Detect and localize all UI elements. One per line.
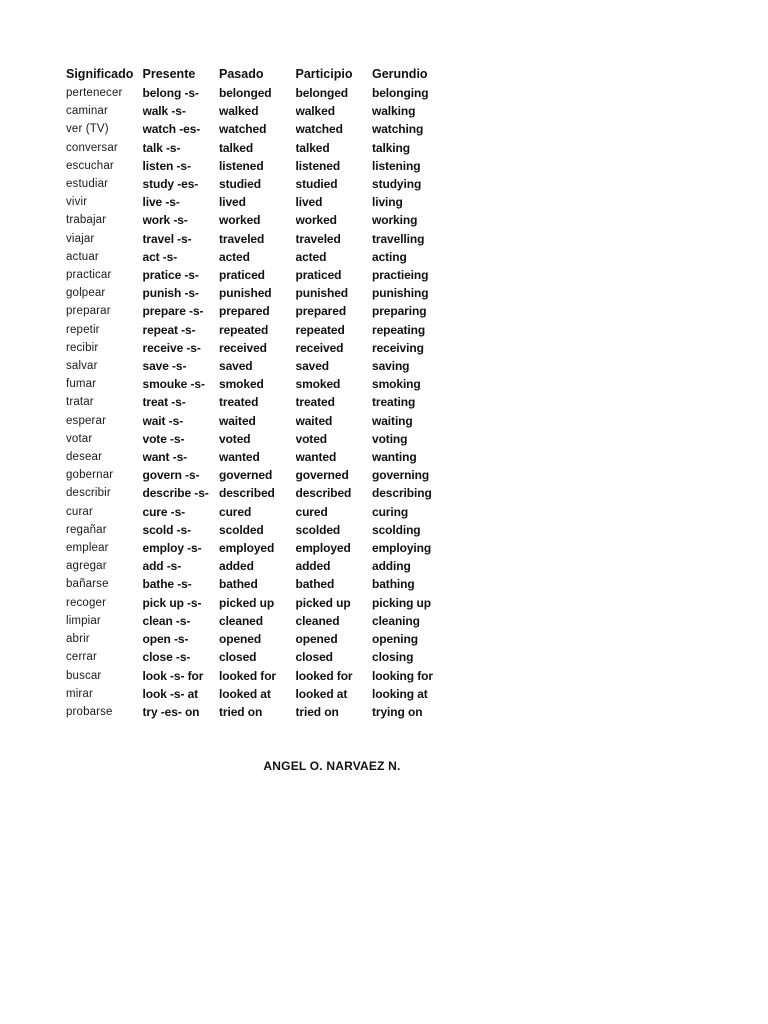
- table-row: [66, 211, 452, 229]
- header-significado: Significado: [66, 67, 134, 82]
- meaning-cell: estudiar: [66, 178, 109, 191]
- table-row: [66, 703, 452, 721]
- meaning-cell: recoger: [66, 596, 107, 609]
- past-cell: saved: [219, 359, 253, 374]
- table-row: [66, 521, 452, 539]
- past-cell: belonged: [219, 86, 272, 100]
- past-cell: voted: [219, 431, 251, 446]
- past-cell: smoked: [219, 377, 264, 392]
- present-cell: add -s-: [142, 559, 182, 574]
- participle-cell: talked: [295, 140, 330, 155]
- table-row: [66, 484, 452, 502]
- present-cell: punish -s-: [142, 286, 199, 301]
- gerund-cell: listening: [372, 158, 421, 173]
- meaning-cell: preparar: [66, 305, 111, 318]
- gerund-cell: treating: [372, 395, 416, 410]
- present-cell: cure -s-: [142, 504, 186, 519]
- meaning-cell: agregar: [66, 560, 107, 573]
- past-cell: scolded: [219, 522, 264, 537]
- gerund-cell: looking for: [372, 668, 433, 683]
- present-cell: talk -s-: [142, 140, 181, 155]
- present-cell: travel -s-: [142, 231, 192, 246]
- present-cell: look -s- for: [142, 668, 204, 683]
- participle-cell: governed: [295, 468, 349, 483]
- participle-cell: tried on: [295, 704, 339, 719]
- gerund-cell: saving: [372, 359, 410, 374]
- gerund-cell: studying: [372, 177, 422, 192]
- table-row: [66, 157, 452, 175]
- table-row: [66, 321, 452, 339]
- past-cell: lived: [219, 195, 246, 210]
- meaning-cell: describir: [66, 487, 111, 500]
- participle-cell: cured: [295, 504, 328, 519]
- meaning-cell: salvar: [66, 360, 98, 373]
- table-row: [66, 667, 452, 685]
- participle-cell: looked at: [295, 686, 348, 701]
- past-cell: received: [219, 340, 267, 355]
- table-row: [66, 120, 452, 138]
- table-row: [66, 393, 452, 411]
- present-cell: pick up -s-: [142, 595, 202, 610]
- present-cell: govern -s-: [142, 468, 200, 483]
- table-body: [66, 84, 452, 721]
- meaning-cell: recibir: [66, 341, 99, 354]
- participle-cell: walked: [295, 104, 335, 119]
- past-cell: acted: [219, 249, 250, 264]
- past-cell: waited: [219, 413, 256, 428]
- participle-cell: opened: [295, 632, 338, 647]
- gerund-cell: smoking: [372, 377, 421, 392]
- meaning-cell: vivir: [66, 196, 88, 209]
- participle-cell: cleaned: [295, 613, 340, 628]
- table-row: [66, 503, 452, 521]
- meaning-cell: emplear: [66, 542, 109, 555]
- gerund-cell: working: [372, 213, 418, 228]
- present-cell: look -s- at: [142, 686, 199, 701]
- table-row: [66, 412, 452, 430]
- participle-cell: picked up: [295, 595, 351, 610]
- header-participio: Participio: [295, 67, 353, 82]
- gerund-cell: employing: [372, 541, 432, 556]
- table-row: [66, 284, 452, 302]
- present-cell: save -s-: [142, 359, 187, 374]
- table-row: [66, 375, 452, 393]
- present-cell: live -s-: [142, 195, 180, 210]
- meaning-cell: curar: [66, 505, 93, 518]
- meaning-cell: viajar: [66, 232, 95, 245]
- participle-cell: employed: [295, 541, 351, 556]
- table-row: [66, 302, 452, 320]
- participle-cell: praticed: [295, 268, 342, 283]
- participle-cell: acted: [295, 249, 327, 264]
- participle-cell: saved: [295, 359, 330, 374]
- gerund-cell: talking: [372, 140, 410, 155]
- participle-cell: worked: [295, 213, 337, 228]
- meaning-cell: probarse: [66, 705, 113, 718]
- table-row: [66, 266, 452, 284]
- meaning-cell: ver (TV): [66, 123, 109, 136]
- table-row: [66, 539, 452, 557]
- meaning-cell: pertenecer: [66, 87, 123, 99]
- gerund-cell: waiting: [372, 413, 413, 428]
- meaning-cell: esperar: [66, 414, 107, 427]
- gerund-cell: watching: [372, 122, 424, 137]
- meaning-cell: abrir: [66, 633, 90, 646]
- past-cell: traveled: [219, 231, 265, 246]
- present-cell: want -s-: [142, 450, 188, 465]
- author-name: ANGEL O. NARVAEZ N.: [263, 759, 401, 773]
- present-cell: scold -s-: [142, 522, 191, 537]
- participle-cell: traveled: [295, 231, 341, 246]
- meaning-cell: escuchar: [66, 159, 114, 172]
- meaning-cell: repetir: [66, 323, 100, 336]
- gerund-cell: trying on: [372, 704, 423, 719]
- meaning-cell: actuar: [66, 250, 99, 263]
- gerund-cell: living: [372, 195, 403, 210]
- meaning-cell: trabajar: [66, 214, 107, 227]
- meaning-cell: desear: [66, 451, 103, 464]
- present-cell: pratice -s-: [142, 268, 199, 283]
- gerund-cell: belonging: [372, 86, 429, 100]
- past-cell: walked: [219, 104, 259, 119]
- present-cell: open -s-: [142, 632, 189, 647]
- present-cell: belong -s-: [142, 86, 199, 100]
- past-cell: repeated: [219, 322, 269, 337]
- table-row: [66, 248, 452, 266]
- table-row: [66, 175, 452, 193]
- meaning-cell: buscar: [66, 669, 102, 682]
- gerund-cell: wanting: [372, 450, 417, 465]
- present-cell: study -es-: [142, 177, 199, 192]
- table-row: [66, 575, 452, 593]
- past-cell: treated: [219, 395, 259, 410]
- gerund-cell: preparing: [372, 304, 427, 319]
- header-gerundio: Gerundio: [372, 67, 428, 82]
- present-cell: employ -s-: [142, 541, 202, 556]
- present-cell: close -s-: [142, 650, 191, 665]
- meaning-cell: gobernar: [66, 469, 114, 482]
- past-cell: wanted: [219, 450, 260, 465]
- present-cell: clean -s-: [142, 613, 191, 628]
- table-row: [66, 357, 452, 375]
- present-cell: treat -s-: [142, 395, 186, 410]
- participle-cell: closed: [295, 650, 333, 665]
- present-cell: try -es- on: [142, 704, 200, 719]
- table-row: [66, 430, 452, 448]
- participle-cell: described: [295, 486, 352, 501]
- participle-cell: looked for: [295, 668, 353, 683]
- table-row: [66, 84, 452, 102]
- present-cell: repeat -s-: [142, 322, 196, 337]
- verb-conjugation-table: [66, 65, 452, 721]
- meaning-cell: caminar: [66, 105, 108, 118]
- gerund-cell: opening: [372, 632, 418, 647]
- past-cell: closed: [219, 650, 257, 665]
- table-row: [66, 448, 452, 466]
- gerund-cell: cleaning: [372, 613, 420, 628]
- table-row: [66, 139, 452, 157]
- gerund-cell: punishing: [372, 286, 429, 301]
- gerund-cell: adding: [372, 559, 411, 574]
- present-cell: smouke -s-: [142, 377, 205, 392]
- past-cell: governed: [219, 468, 273, 483]
- participle-cell: scolded: [295, 522, 341, 537]
- gerund-cell: bathing: [372, 577, 415, 592]
- participle-cell: punished: [295, 286, 349, 301]
- gerund-cell: curing: [372, 504, 409, 519]
- meaning-cell: conversar: [66, 141, 118, 154]
- past-cell: prepared: [219, 304, 270, 319]
- participle-cell: added: [295, 559, 331, 574]
- gerund-cell: governing: [372, 468, 430, 483]
- present-cell: receive -s-: [142, 340, 201, 355]
- participle-cell: treated: [295, 395, 335, 410]
- gerund-cell: travelling: [372, 231, 425, 246]
- present-cell: work -s-: [142, 213, 188, 228]
- past-cell: listened: [219, 158, 264, 173]
- present-cell: wait -s-: [142, 413, 184, 428]
- table-row: [66, 230, 452, 248]
- gerund-cell: repeating: [372, 322, 426, 337]
- meaning-cell: cerrar: [66, 651, 97, 664]
- participle-cell: listened: [295, 158, 341, 173]
- meaning-cell: golpear: [66, 287, 106, 300]
- table-row: [66, 557, 452, 575]
- participle-cell: bathed: [295, 577, 335, 592]
- participle-cell: watched: [295, 122, 343, 137]
- table-row: [66, 648, 452, 666]
- table-row: [66, 685, 452, 703]
- meaning-cell: tratar: [66, 396, 94, 409]
- past-cell: tried on: [219, 704, 263, 719]
- past-cell: added: [219, 559, 254, 574]
- gerund-cell: receiving: [372, 340, 424, 355]
- past-cell: talked: [219, 140, 254, 155]
- table-row: [66, 193, 452, 211]
- participle-cell: voted: [295, 431, 328, 446]
- participle-cell: smoked: [295, 377, 341, 392]
- gerund-cell: closing: [372, 650, 414, 665]
- meaning-cell: fumar: [66, 378, 97, 391]
- gerund-cell: acting: [372, 249, 407, 264]
- participle-cell: belonged: [295, 86, 349, 100]
- past-cell: opened: [219, 632, 262, 647]
- present-cell: describe -s-: [142, 486, 209, 501]
- past-cell: worked: [219, 213, 261, 228]
- table-row: [66, 594, 452, 612]
- gerund-cell: walking: [372, 104, 416, 119]
- participle-cell: prepared: [295, 304, 347, 319]
- table-row: [66, 466, 452, 484]
- present-cell: vote -s-: [142, 431, 185, 446]
- past-cell: praticed: [219, 268, 265, 283]
- table-row: [66, 612, 452, 630]
- past-cell: employed: [219, 541, 275, 556]
- present-cell: watch -es-: [142, 122, 201, 137]
- past-cell: described: [219, 486, 275, 501]
- meaning-cell: limpiar: [66, 614, 101, 627]
- past-cell: punished: [219, 286, 272, 301]
- table-row: [66, 102, 452, 120]
- present-cell: listen -s-: [142, 158, 191, 173]
- table-row: [66, 339, 452, 357]
- participle-cell: received: [295, 340, 344, 355]
- participle-cell: wanted: [295, 450, 337, 465]
- gerund-cell: picking up: [372, 595, 432, 610]
- participle-cell: lived: [295, 195, 323, 210]
- meaning-cell: mirar: [66, 687, 93, 700]
- past-cell: studied: [219, 177, 261, 192]
- gerund-cell: describing: [372, 486, 432, 501]
- past-cell: looked for: [219, 668, 277, 683]
- gerund-cell: looking at: [372, 686, 428, 701]
- present-cell: act -s-: [142, 249, 178, 264]
- past-cell: cured: [219, 504, 252, 519]
- gerund-cell: practieing: [372, 268, 429, 283]
- past-cell: cleaned: [219, 613, 263, 628]
- table-row: [66, 630, 452, 648]
- present-cell: bathe -s-: [142, 577, 192, 592]
- meaning-cell: practicar: [66, 269, 112, 282]
- gerund-cell: scolding: [372, 522, 421, 537]
- present-cell: prepare -s-: [142, 304, 204, 319]
- meaning-cell: bañarse: [66, 578, 109, 591]
- participle-cell: waited: [295, 413, 333, 428]
- meaning-cell: regañar: [66, 523, 107, 536]
- past-cell: bathed: [219, 577, 258, 592]
- header-pasado: Pasado: [219, 67, 264, 82]
- header-presente: Presente: [142, 67, 196, 82]
- table-header-row: [66, 65, 452, 84]
- participle-cell: studied: [295, 177, 338, 192]
- participle-cell: repeated: [295, 322, 345, 337]
- present-cell: walk -s-: [142, 104, 186, 119]
- past-cell: looked at: [219, 686, 271, 701]
- past-cell: picked up: [219, 595, 275, 610]
- gerund-cell: voting: [372, 431, 408, 446]
- meaning-cell: votar: [66, 432, 93, 445]
- past-cell: watched: [219, 122, 267, 137]
